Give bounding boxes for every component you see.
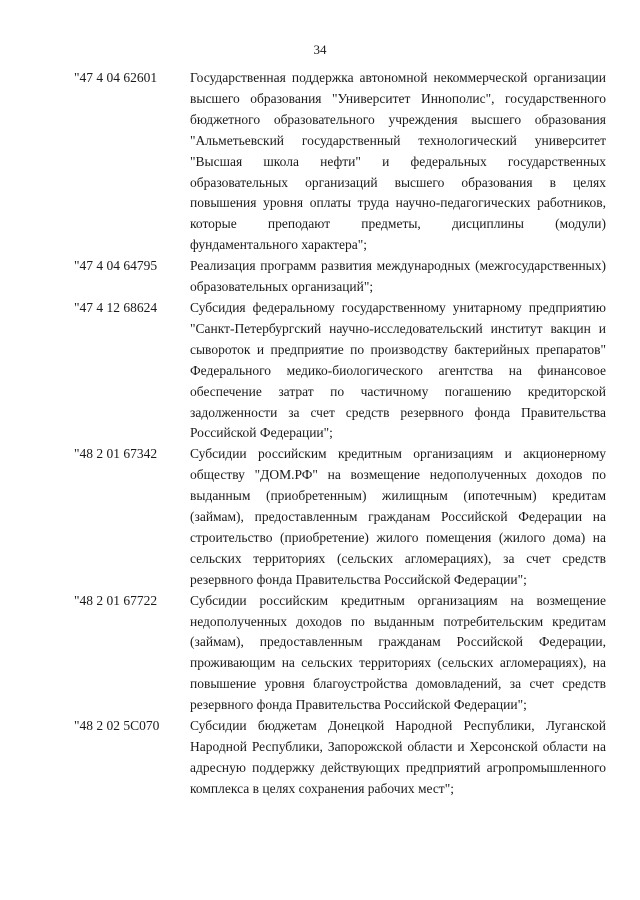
budget-code: "48 2 02 5С070 <box>74 718 160 734</box>
list-item <box>74 716 606 800</box>
budget-code: "48 2 01 67722 <box>74 592 158 608</box>
budget-code: "47 4 04 62601 <box>74 70 158 85</box>
page-number: 34 <box>313 42 327 57</box>
budget-code: "48 2 01 67342 <box>74 446 158 462</box>
budget-code-description: Субсидия федеральному государственному унитарному предприятию "Санкт-Петербургский научно-исследовательский институт вакцин и сывороток и предприятие по производству бактерийных препаратов" Федерального медико-биологического агентства на финансовое обеспечение затрат по частичному погашению кредиторской задолженности за счет средств резервного фонда Правительства Российской Федерации"; <box>190 299 606 441</box>
budget-code-description: Субсидии российским кредитным организациям и акционерному обществу "ДОМ.РФ" на возмещение недополученных доходов по выданным (приобретенным) жилищным (ипотечным) кредитам (займам), предоставленным гражданам Российской Федерации на строительство (приобретение) жилого помещения (жилого дома) на сельских территориях (сельских агломерациях), за счет средств резервного фонда Правительства Российской Федерации"; <box>190 446 606 587</box>
budget-code: "47 4 12 68624 <box>74 299 158 315</box>
budget-code-description: Государственная поддержка автономной некоммерческой организации высшего образования "Университет Иннополис", государственного бюджетного образовательного учреждения высшего образования "Альметьевский государственный технологический университет "Высшая школа нефти" и федеральных государственных образовательных организаций высшего образования в целях повышения уровня оплаты труда научно-педагогических работников, которые преподают предметы, дисциплины (модули) фундаментального характера"; <box>190 70 606 253</box>
budget-code-description: Реализация программ развития международных (межгосударственных) образовательных организаций"; <box>190 258 606 295</box>
list-item <box>74 256 606 298</box>
budget-code-list <box>74 68 606 800</box>
list-item <box>74 298 606 444</box>
list-item <box>74 591 606 716</box>
list-item <box>74 444 606 590</box>
list-item <box>74 68 606 256</box>
budget-code-description: Субсидии бюджетам Донецкой Народной Республики, Луганской Народной Республики, Запорожской области и Херсонской области на адресную поддержку действующих предприятий агропромышленного комплекса в целях сохранения рабочих мест"; <box>190 718 606 796</box>
budget-code: "47 4 04 64795 <box>74 258 158 274</box>
budget-code-description: Субсидии российским кредитным организациям на возмещение недополученных доходов по выданным потребительским кредитам (займам), предоставленным гражданам Российской Федерации, проживающим на сельских территориях (сельских агломерациях), на повышение уровня благоустройства домовладений, за счет средств резервного фонда Правительства Российской Федерации"; <box>190 592 606 713</box>
